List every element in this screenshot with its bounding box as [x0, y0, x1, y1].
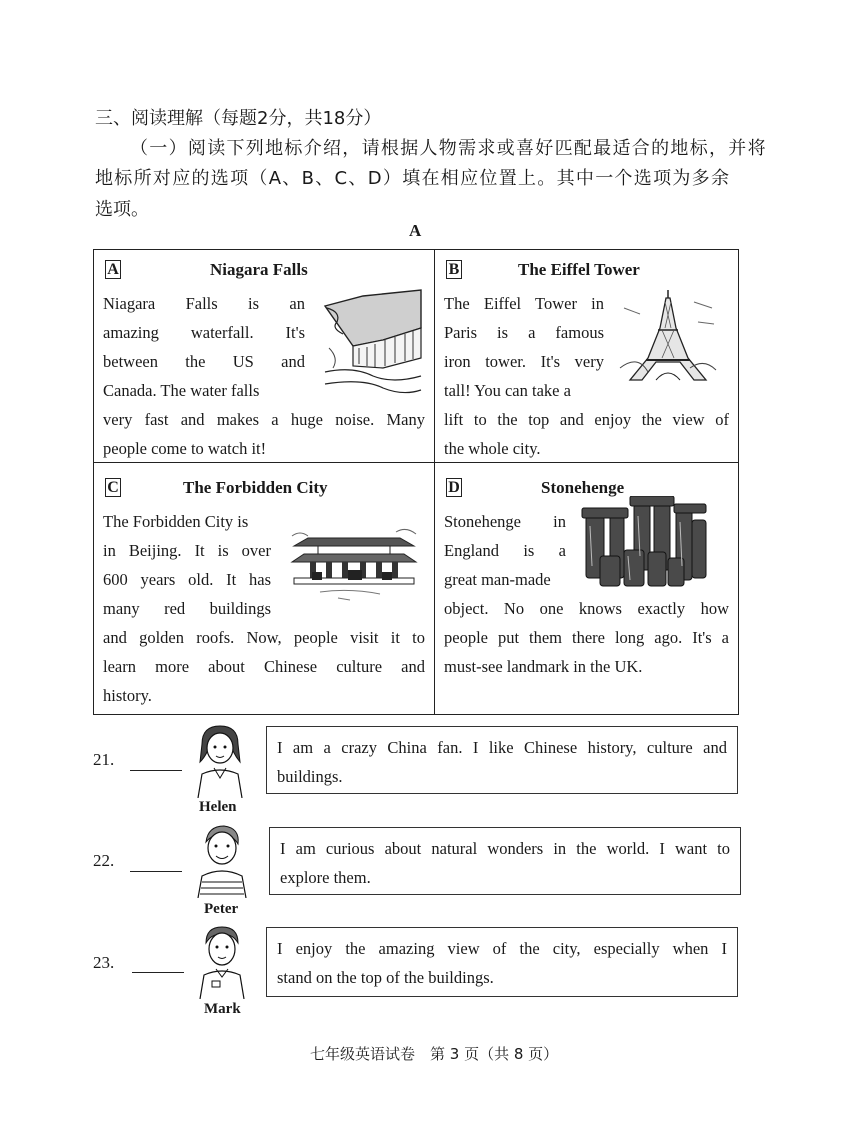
landmark-text-d-full: object. No one knows exactly how people put them there long ago. It's a must-see landmark in the UK.	[444, 599, 729, 676]
person-name-peter: Peter	[204, 901, 239, 917]
option-label-c: C	[105, 478, 121, 497]
instruction-line-3: 选项。	[95, 199, 149, 220]
statement-box-21: I am a crazy China fan. I like Chinese history, culture and buildings.	[266, 726, 738, 794]
grid-divider-vertical	[434, 249, 435, 715]
peter-portrait	[192, 822, 252, 898]
mark-portrait	[192, 923, 252, 999]
person-name-helen: Helen	[199, 799, 237, 815]
helen-portrait	[190, 722, 250, 798]
instruction-line-2: 地标所对应的选项（A、B、C、D）填在相应位置上。其中一个选项为多余	[95, 168, 731, 189]
eiffel-tower-picture	[618, 288, 718, 384]
answer-blank-22[interactable]	[130, 871, 182, 872]
statement-box-22: I am curious about natural wonders in the world. I want to explore them.	[269, 827, 741, 895]
answer-blank-21[interactable]	[130, 770, 182, 771]
stonehenge-picture	[580, 496, 710, 590]
landmark-text-a-short: Niagara Falls is an amazing waterfall. It's between the US and Canada. The water falls	[103, 294, 305, 400]
page-footer: 七年级英语试卷 第 3 页（共 8 页）	[310, 1045, 559, 1063]
instruction-line-1: （一）阅读下列地标介绍，请根据人物需求或喜好匹配最适合的地标，并将	[130, 138, 767, 159]
palace-picture	[290, 522, 418, 602]
landmark-text-c-short: The Forbidden City is in Beijing. It is over 600 years old. It has many red buildings	[103, 512, 271, 618]
landmark-text-b-full: lift to the top and enjoy the view of the whole city.	[444, 410, 729, 458]
landmark-text-c-full: and golden roofs. Now, people visit it to learn more about Chinese culture and history.	[103, 628, 425, 705]
landmark-title-b: The Eiffel Tower	[518, 260, 640, 279]
question-number-23: 23.	[93, 953, 115, 972]
option-label-b: B	[446, 260, 462, 279]
statement-box-23: I enjoy the amazing view of the city, especially when I stand on the top of the buildings.	[266, 927, 738, 997]
landmark-title-a: Niagara Falls	[210, 260, 308, 279]
option-label-d: D	[446, 478, 462, 497]
section-heading: 三、阅读理解（每题2分，共18分）	[95, 108, 382, 129]
landmark-title-d: Stonehenge	[541, 478, 625, 497]
waterfall-picture	[323, 288, 423, 400]
landmark-text-a-full: very fast and makes a huge noise. Many people come to watch it!	[103, 410, 425, 458]
question-number-22: 22.	[93, 851, 115, 870]
part-label: A	[409, 221, 422, 240]
landmark-title-c: The Forbidden City	[183, 478, 328, 497]
landmark-text-d-short: Stonehenge in England is a great man-made	[444, 512, 566, 589]
answer-blank-23[interactable]	[132, 972, 184, 973]
question-number-21: 21.	[93, 750, 115, 769]
landmark-text-b-short: The Eiffel Tower in Paris is a famous iron tower. It's very tall! You can take a	[444, 294, 604, 400]
person-name-mark: Mark	[204, 1001, 241, 1017]
option-label-a: A	[105, 260, 121, 279]
